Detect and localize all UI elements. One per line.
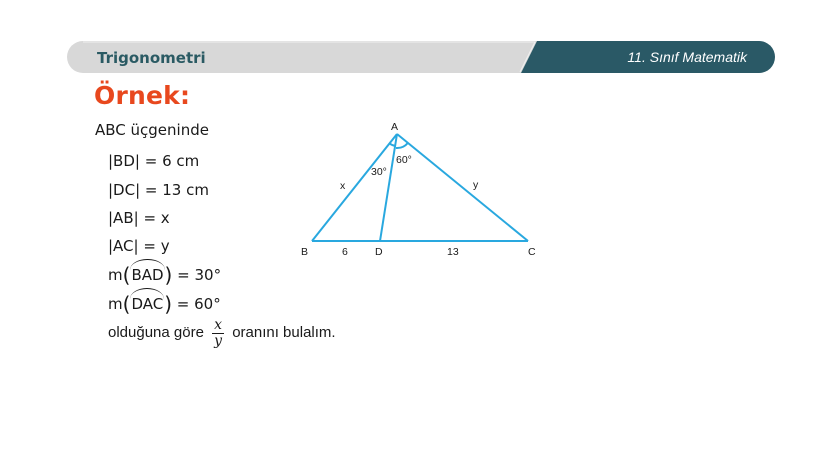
- given-ac-lhs: |AC|: [108, 237, 139, 255]
- side-label-x: x: [340, 180, 346, 192]
- side-label-y: y: [473, 179, 479, 191]
- given-dc-rhs: = 13 cm: [144, 181, 209, 199]
- given-angle-dac: m(DAC) = 60°: [108, 292, 221, 316]
- angle-dac-rhs: = 60°: [176, 295, 221, 313]
- vertex-c: C: [528, 246, 536, 258]
- question-after: oranını bulalım.: [232, 324, 336, 342]
- ratio-numerator: x: [212, 318, 224, 334]
- vertex-b: B: [301, 246, 309, 258]
- vertex-a: A: [391, 121, 399, 133]
- angle-bad-rhs: = 30°: [177, 266, 222, 284]
- angle-label-60: 60°: [396, 154, 412, 166]
- side-ab: [312, 134, 397, 241]
- angle-bad-prefix: m: [108, 266, 123, 284]
- side-label-dc: 13: [447, 246, 459, 258]
- given-bd-rhs: = 6 cm: [144, 152, 200, 170]
- given-ac-rhs: = y: [143, 237, 170, 255]
- vertex-d: D: [375, 246, 383, 258]
- given-ab-lhs: |AB|: [108, 209, 139, 227]
- angle-arc-dac: [396, 143, 408, 148]
- given-bd-lhs: |BD|: [108, 152, 140, 170]
- given-ab-rhs: = x: [143, 209, 170, 227]
- course-title: 11. Sınıf Matematik: [627, 49, 747, 65]
- example-heading: Örnek:: [94, 81, 191, 110]
- angle-dac-label: DAC: [131, 295, 164, 313]
- topic-title: Trigonometri: [97, 49, 206, 67]
- side-label-bd: 6: [342, 246, 348, 258]
- given-angle-bad: m(BAD) = 30°: [108, 263, 222, 287]
- segment-ad: [380, 134, 397, 241]
- angle-arc-bad: [390, 143, 396, 146]
- angle-dac-prefix: m: [108, 295, 123, 313]
- problem-intro: ABC üçgeninde: [95, 121, 209, 139]
- angle-label-30: 30°: [371, 166, 387, 178]
- question-before: olduğuna göre: [108, 324, 204, 342]
- side-ac: [397, 134, 528, 241]
- given-dc-lhs: |DC|: [108, 181, 141, 199]
- ratio-denominator: y: [214, 332, 223, 349]
- angle-bad-label: BAD: [131, 266, 164, 284]
